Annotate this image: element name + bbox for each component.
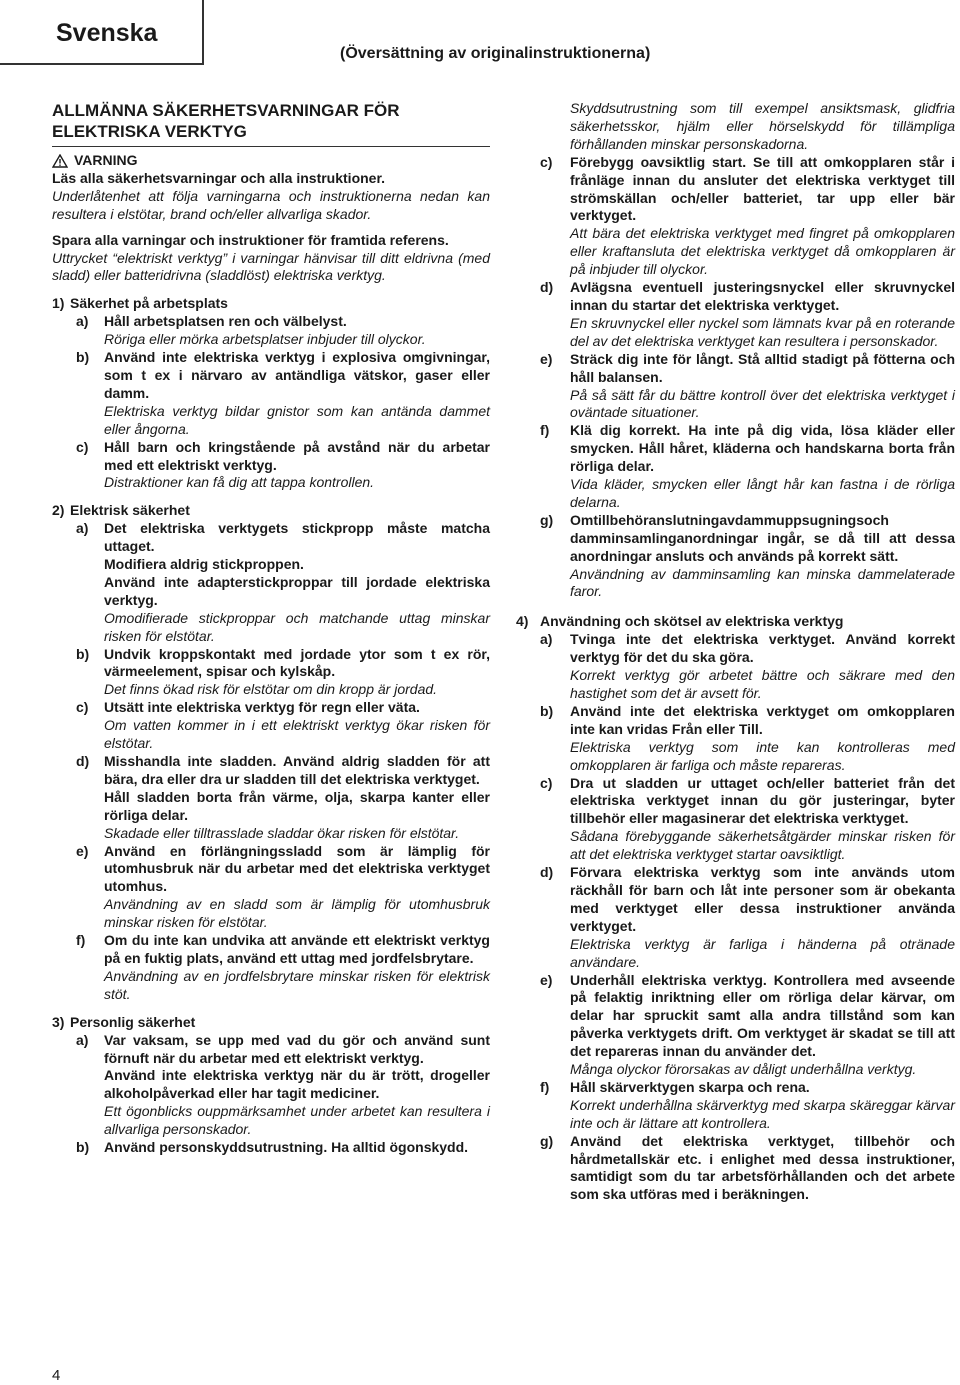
item-instruction: Förebygg oavsiktlig start. Se till att omkopplaren står i frånläge innan du ansluter det elektriska verktyget till strömskällan och/eller batteriet, tar upp eller bär verktyget.	[570, 153, 955, 224]
right-column	[516, 100, 955, 1204]
list-item	[516, 703, 955, 775]
item-instruction: Dra ut sladden ur uttaget och/eller batteriet från det elektriska verktyget innan du gör justeringar, byter tillbehör eller magasinerar det elektriska verktyget.	[570, 774, 955, 827]
item-explanation: Omodifierade stickproppar och matchande uttag minskar risken för elstötar.	[104, 609, 490, 644]
item-letter: c)	[76, 699, 89, 716]
numbered-section	[52, 1014, 490, 1157]
list-item	[52, 932, 490, 1004]
page-number: 4	[52, 1367, 61, 1384]
item-explanation: Röriga eller mörka arbetsplatser inbjuder till olyckor.	[104, 331, 426, 348]
item-explanation: Sådana förebyggande säkerhetsåtgärder minskar risken för att det elektriska verktyget startar oavsiktligt.	[570, 828, 955, 863]
numbered-section	[516, 613, 955, 1204]
item-letter: a)	[76, 520, 89, 537]
section-title-text: Personlig säkerhet	[70, 1013, 196, 1030]
section-title-text: Användning och skötsel av elektriska verktyg	[540, 613, 844, 630]
list-item	[52, 1139, 490, 1157]
list-item	[52, 646, 490, 700]
item-letter: d)	[540, 864, 554, 881]
section-heading: ALLMÄNNA SÄKERHETSVARNINGAR FÖR ELEKTRISKA VERKTYG	[52, 101, 400, 141]
list-item	[52, 1032, 490, 1139]
item-explanation: Distraktioner kan få dig att tappa kontrollen.	[104, 474, 375, 491]
list-item	[52, 699, 490, 753]
item-letter: a)	[540, 631, 553, 648]
list-item	[516, 422, 955, 512]
item-letter: c)	[540, 774, 553, 791]
page-subtitle: (Översättning av originalinstruktionerna)	[340, 45, 651, 62]
item-explanation: En skruvnyckel eller nyckel som lämnats kvar på en roterande del av det elektriska verktyget kan resultera i personskador.	[570, 314, 955, 349]
list-item	[516, 279, 955, 351]
list-item	[52, 313, 490, 349]
item-explanation: Ett ögonblicks ouppmärksamhet under arbetet kan resultera i allvarliga personskador.	[104, 1103, 490, 1138]
save-instruction: Spara alla varningar och instruktioner för framtida referens.	[52, 231, 449, 248]
item-instruction: Använd inte elektriska verktyg i explosiva omgivningar, som t ex i närvaro av antändliga vätskor, gaser eller damm.	[104, 349, 490, 401]
item-letter: a)	[76, 313, 89, 330]
item-instruction: Misshandla inte sladden. Använd aldrig sladden för att bära, dra eller dra ur sladden till det elektriska verktyget.	[104, 753, 490, 787]
item-letter: f)	[540, 422, 550, 439]
list-item	[516, 154, 955, 279]
item-instruction: Håll barn och kringstående på avstånd när du arbetar med ett elektriskt verktyg.	[104, 438, 490, 473]
left-column	[52, 100, 490, 1157]
list-item	[52, 439, 490, 493]
item-letter: g)	[540, 1132, 554, 1149]
section-number: 3)	[52, 1013, 65, 1030]
item-instruction: Var vaksam, se upp med vad du gör och använd sunt förnuft när du arbetar med ett elektriskt verktyg.	[104, 1031, 490, 1066]
list-item	[516, 864, 955, 971]
list-item	[52, 753, 490, 843]
section-title	[52, 295, 490, 313]
item-letter: f)	[540, 1078, 550, 1095]
section-title-text: Elektrisk säkerhet	[70, 502, 190, 519]
item-explanation: Elektriska verktyg är farliga i händerna på otränade användare.	[570, 935, 955, 970]
list-item	[516, 351, 955, 423]
item-letter: a)	[76, 1031, 89, 1048]
item-letter: b)	[76, 349, 90, 366]
item-letter: b)	[76, 645, 90, 662]
item-instruction: Omtillbehöranslutningavdammuppsugningsoch damminsamlinganordningar ingår, se då till att dessa anordningar ansluts och används på korrekt sätt.	[570, 511, 955, 564]
warning-line	[52, 152, 490, 170]
section-title-text: Säkerhet på arbetsplats	[70, 295, 228, 312]
warning-text: Underlåtenhet att följa varningarna och instruktionerna nedan kan resultera i elstötar, brand och/eller allvarliga skador.	[52, 187, 490, 222]
item-letter: b)	[540, 702, 554, 719]
item-letter: d)	[76, 753, 90, 769]
term-definition: Uttrycket “elektriskt verktyg” i varningar hänvisar till ditt eldrivna (med sladd) eller batteridrivna (sladdlöst) elektriska verktyg.	[52, 249, 490, 284]
item-explanation: På så sätt får du bättre kontroll över det elektriska verktyget i oväntade situationer.	[570, 386, 955, 421]
item-instruction: Förvara elektriska verktyg som inte används utom räckhåll för barn och låt inte personer som är obekanta med verktyget eller dessa instruktioner använda verktyget.	[570, 864, 955, 934]
item-instruction: Håll arbetsplatsen ren och välbelyst.	[104, 313, 347, 330]
list-item	[516, 1133, 955, 1205]
item-instruction: Avlägsna eventuell justeringsnyckel eller skruvnyckel innan du startar det elektriska verktyget.	[570, 279, 955, 313]
warning-read: Läs alla säkerhetsvarningar och alla instruktioner.	[52, 169, 386, 186]
item-letter: f)	[76, 932, 86, 949]
warning-icon	[52, 154, 68, 168]
list-item	[52, 349, 490, 439]
item-letter: d)	[540, 279, 554, 296]
item-explanation: Användning av en sladd som är lämplig för utomhusbruk minskar risken för elstötar.	[104, 896, 490, 931]
item-instruction: Underhåll elektriska verktyg. Kontrollera med avseende på felaktig inriktning eller om rörliga delar kärvar, om delar har spruckit samt alla andra tillstånd som kan påverka verktygets drift. Om verktyget är skadat se till att det repareras innan du använder det.	[570, 971, 955, 1060]
item-letter: e)	[540, 971, 553, 988]
item-instruction: Sträck dig inte för långt. Stå alltid stadigt på fötterna och håll balansen.	[570, 350, 955, 385]
numbered-section	[52, 502, 490, 1003]
numbered-section	[52, 295, 490, 492]
list-item	[516, 631, 955, 703]
section-title	[516, 613, 955, 631]
item-instruction: Använd det elektriska verktyget, tillbehör och hårdmetallskär etc. i enlighet med dessa instruktioner, samtidigt som du tar arbetsförhållanden och det arbete som ska utföras med i beräkningen.	[570, 1132, 955, 1203]
item-explanation: Att bära det elektriska verktyget med fingret på omkopplaren eller kraftansluta det elektriska verktyget då omkopplaren är på inbjuder till olyckor.	[570, 225, 955, 278]
item-instruction: Håll sladden borta från värme, olja, skarpa kanter eller rörliga delar.	[104, 788, 490, 823]
section-number: 1)	[52, 295, 65, 312]
item-instruction: Använd inte det elektriska verktyget om omkopplaren inte kan vridas Från eller Till.	[570, 702, 955, 737]
item-explanation: Om vatten kommer in i ett elektriskt verktyg ökar risken för elstötar.	[104, 717, 490, 752]
item-instruction: Undvik kroppskontakt med jordade ytor som t ex rör, värmeelement, spisar och kylskåp.	[104, 645, 490, 680]
item-letter: e)	[540, 350, 553, 367]
item-explanation: Användning av en jordfelsbrytare minskar risken för elektrisk stöt.	[104, 967, 490, 1002]
warning-label: VARNING	[74, 152, 138, 168]
item-instruction: Använd en förlängningssladd som är lämplig för utomhusbruk när du arbetar med det elektriska verktyget utomhus.	[104, 842, 490, 895]
list-item	[52, 843, 490, 933]
item-letter: b)	[76, 1139, 90, 1156]
section-title	[52, 1014, 490, 1032]
item-instruction: Det elektriska verktygets stickpropp måste matcha uttaget.	[104, 520, 490, 555]
item-instruction: Använd inte elektriska verktyg när du är trött, drogeller alkoholpåverkad eller har tagit mediciner.	[104, 1067, 490, 1102]
item-instruction: Tvinga inte det elektriska verktyget. Använd korrekt verktyg för det du ska göra.	[570, 631, 955, 666]
item-explanation: Användning av damminsamling kan minska dammelaterade faror.	[570, 565, 955, 600]
item-letter: c)	[76, 438, 89, 455]
item-explanation: Många olyckor förorsakas av dåligt underhållna verktyg.	[570, 1061, 917, 1078]
item-instruction: Utsätt inte elektriska verktyg för regn eller väta.	[104, 699, 420, 716]
section-number: 4)	[516, 613, 529, 630]
list-item	[516, 1079, 955, 1133]
list-item	[516, 775, 955, 865]
continued-text: Skyddsutrustning som till exempel ansiktsmask, glidfria säkerhetsskor, hjälm eller hörselskydd för tillämpliga förhållanden minskar personskadorna.	[570, 100, 955, 152]
item-letter: e)	[76, 842, 89, 859]
item-explanation: Elektriska verktyg som inte kan kontrolleras med omkopplaren är farliga och måste repareras.	[570, 738, 955, 773]
item-instruction: Använd inte adapterstickproppar till jordade elektriska verktyg.	[104, 573, 490, 608]
list-item	[516, 512, 955, 602]
item-letter: g)	[540, 511, 554, 528]
heading-rule	[52, 146, 490, 147]
item-explanation: Korrekt underhållna skärverktyg med skarpa skäreggar kärvar inte och är lättare att kontrollera.	[570, 1096, 955, 1131]
item-explanation: Elektriska verktyg bildar gnistor som kan antända dammet eller ångorna.	[104, 402, 490, 437]
item-instruction: Klä dig korrekt. Ha inte på dig vida, lösa kläder eller smycken. Håll håret, kläderna och handskarna borta från rörliga delar.	[570, 422, 955, 475]
item-explanation: Vida kläder, smycken eller långt hår kan fastna i de rörliga delarna.	[570, 476, 955, 510]
list-item	[52, 520, 490, 645]
language-label: Svenska	[56, 19, 158, 47]
item-explanation: Det finns ökad risk för elstötar om din kropp är jordad.	[104, 681, 438, 698]
item-explanation: Skadade eller tilltrasslade sladdar ökar risken för elstötar.	[104, 824, 460, 841]
item-instruction: Om du inte kan undvika att använde ett elektriskt verktyg på en fuktig plats, använd ett uttag med jordfelsbrytare.	[104, 932, 490, 966]
list-item	[516, 972, 955, 1079]
section-number: 2)	[52, 502, 65, 519]
item-instruction: Modifiera aldrig stickproppen.	[104, 556, 304, 573]
item-instruction: Använd personskyddsutrustning. Ha alltid ögonskydd.	[104, 1139, 469, 1156]
item-instruction: Håll skärverktygen skarpa och rena.	[570, 1078, 810, 1095]
section-title	[52, 502, 490, 520]
item-explanation: Korrekt verktyg gör arbetet bättre och säkrare med den hastighet som det är avsett för.	[570, 667, 955, 701]
item-letter: c)	[540, 153, 553, 170]
language-tab	[0, 0, 204, 65]
